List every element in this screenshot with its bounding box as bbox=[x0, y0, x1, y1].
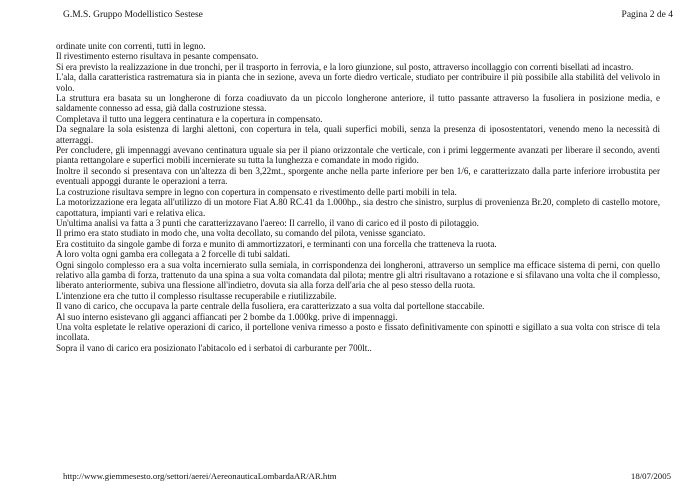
paragraph: L'intenzione era che tutto il complesso risultasse recuperabile e riutilizzabile. bbox=[56, 290, 337, 301]
paragraph: Sopra il vano di carico era posizionato l'abitacolo ed i serbatoi di carburante per 700lt.. bbox=[56, 342, 372, 353]
paragraph: A loro volta ogni gamba era collegata a 2 forcelle di tubi saldati. bbox=[56, 249, 291, 260]
paragraph: Al suo interno esistevano gli agganci affiancati per 2 bombe da 1.000kg. prive di impennaggi. bbox=[56, 311, 398, 322]
document-body bbox=[56, 41, 660, 353]
paragraph: Era costituito da singole gambe di forza e munito di ammortizzatori, e terminanti con una forcella che tratteneva la ruota. bbox=[56, 238, 497, 249]
paragraph: Il rivestimento esterno risultava in pesante compensato. bbox=[56, 51, 259, 62]
paragraph: Ogni singolo complesso era a sua volta incernierato sulla semiala, in corrispondenza dei longheroni, attraverso un semplice ma efficace sistema di perni, con quello relativo alla gamba di forza, trattenuto da una spina a sua volta comandata dal pilota; mentre gli altri risultavano a rotazione e si sfilavano una volta che il complesso, liberato anteriormente, subiva una flessione all'indietro, dovuta sia alla forza dell'aria che al peso stesso della ruota. bbox=[56, 259, 660, 291]
paragraph: Per concludere, gli impennaggi avevano centinatura uguale sia per il piano orizzontale che verticale, con i primi leggermente avanzati per liberare il secondo, aventi pianta rettangolare e superfici mobili incernierate su tutta la lunghezza e comandate in modo rigido. bbox=[56, 145, 660, 166]
header-page-number: Pagina 2 de 4 bbox=[621, 10, 673, 20]
paragraph: Il vano di carico, che occupava la parte centrale della fusoliera, era caratterizzato a sua volta dal portellone staccabile. bbox=[56, 301, 485, 312]
footer-date: 18/07/2005 bbox=[630, 471, 671, 481]
paragraph: Il primo era stato studiato in modo che, una volta decollato, su comando del pilota, venisse sganciato. bbox=[56, 228, 426, 239]
paragraph: Da segnalare la sola esistenza di larghi alettoni, con copertura in tela, quali superfici mobili, senza la presenza di iposostentatori, venendo meno la necessità di atterraggi. bbox=[56, 124, 660, 145]
paragraph: La motorizzazione era legata all'utilizzo di un motore Fiat A.80 RC.41 da 1.000hp., sia destro che sinistro, surplus di provenienza Br.20, completo di castello motore, capottatura, impianti vari e relativa elica. bbox=[56, 197, 660, 218]
paragraph: La struttura era basata su un longherone di forza coadiuvato da un piccolo longherone anteriore, il tutto passante attraverso la fusoliera in posizione media, e saldamente connesso ad essa, già dalla costruzione stessa. bbox=[56, 93, 660, 114]
paragraph: Una volta espletate le relative operazioni di carico, il portellone veniva rimesso a posto e fissato definitivamente con spinotti e sigillato a sua volta con strisce di tela incollata. bbox=[56, 321, 660, 343]
paragraph: La costruzione risultava sempre in legno con copertura in compensato e rivestimento delle parti mobili in tela. bbox=[56, 186, 457, 197]
paragraph: Completava il tutto una leggera centinatura e la copertura in compensato. bbox=[56, 113, 323, 124]
paragraph: Inoltre il secondo si presentava con un'altezza di ben 3,22mt., sporgente anche nella parte inferiore per ben 1/6, e caratterizzato dalla parte inferiore irrobustita per eventuali appoggi durante le operazioni a terra. bbox=[56, 165, 660, 187]
paragraph: ordinate unite con correnti, tutti in legno. bbox=[56, 41, 206, 51]
paragraph: Un'ultima analisi va fatta a 3 punti che caratterizzavano l'aereo: Il carrello, il vano di carico ed il posto di pilotaggio. bbox=[56, 217, 479, 228]
footer-url: http://www.giemmesesto.org/settori/aerei/AereonauticaLombardaAR/AR.htm bbox=[63, 471, 337, 481]
paragraph: L'ala, dalla caratteristica rastrematura sia in pianta che in sezione, aveva un forte diedro verticale, studiato per contribuire il più possibile alla stabilità del velivolo in volo. bbox=[56, 72, 660, 93]
header-site-title: G.M.S. Gruppo Modellistico Sestese bbox=[63, 10, 203, 20]
paragraph: Si era previsto la realizzazione in due tronchi, per il trasporto in ferrovia, e la loro giunzione, sul posto, attraverso incollaggio con correnti bisellati ad incastro. bbox=[56, 61, 634, 72]
